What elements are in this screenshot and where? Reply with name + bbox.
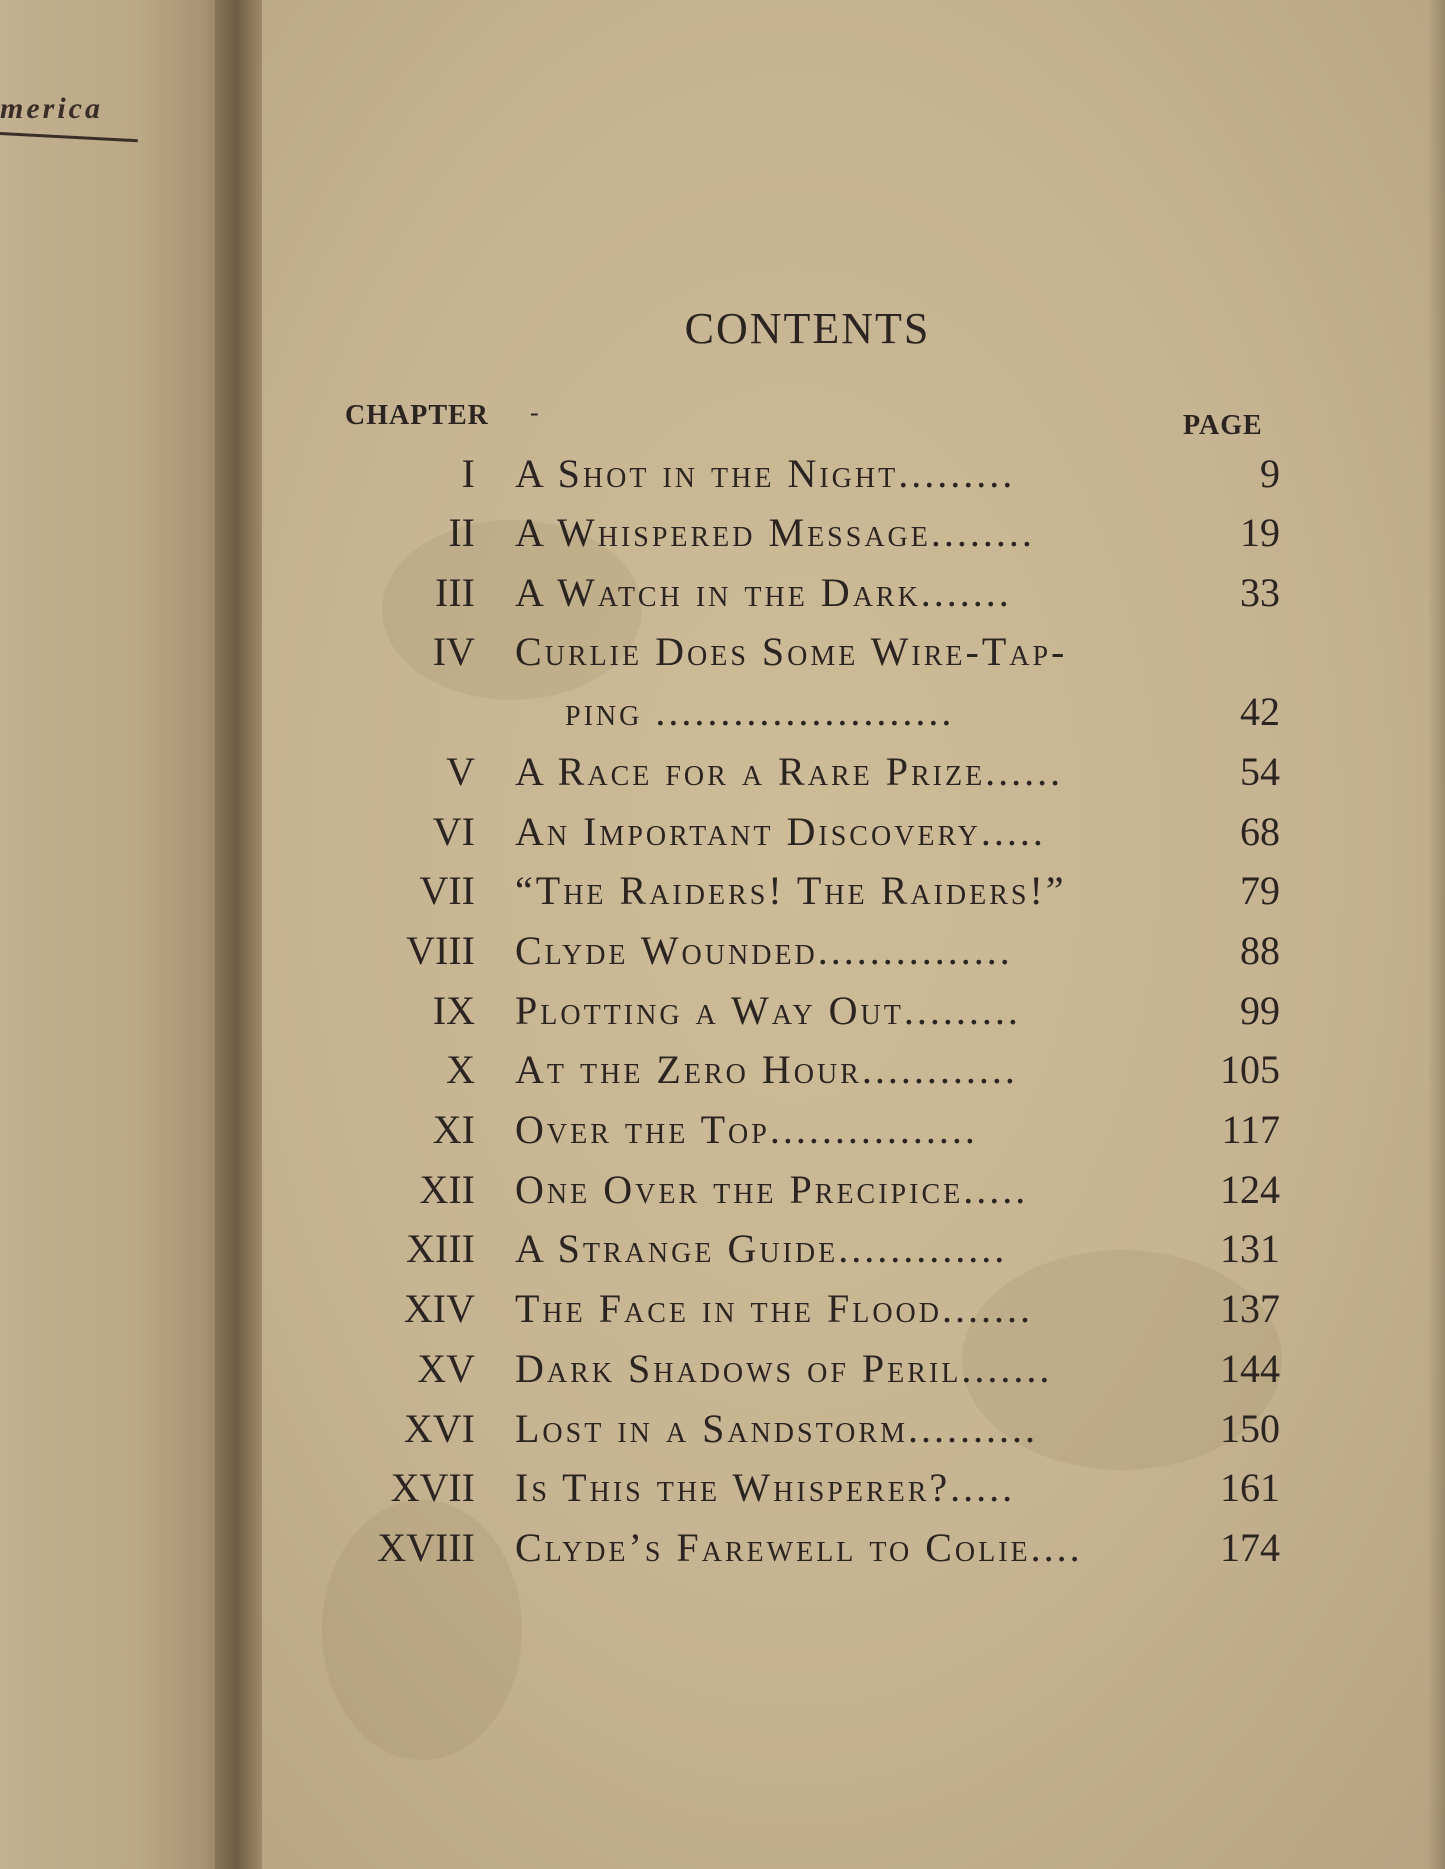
page-title: CONTENTS — [684, 304, 931, 353]
page-number: 79 — [1240, 868, 1280, 913]
page-number: 131 — [1220, 1226, 1280, 1271]
chapter-title: Is This the Whisperer?..... — [515, 1465, 1016, 1510]
chapter-title: Curlie Does Some Wire-Tap- — [515, 629, 1068, 674]
chapter-title: Clyde’s Farewell to Colie.... — [515, 1525, 1083, 1570]
chapter-title: A Shot in the Night......... — [515, 451, 1016, 496]
chapter-number: I — [461, 451, 475, 496]
chapter-number: XVI — [403, 1406, 475, 1451]
chapter-title: One Over the Precipice..... — [515, 1167, 1029, 1212]
chapter-title: An Important Discovery..... — [515, 809, 1046, 854]
page-number: 68 — [1240, 809, 1280, 854]
chapter-title-continuation: ping ....................... — [565, 689, 955, 734]
chapter-number: III — [435, 570, 475, 615]
page-edge-shadow — [1427, 0, 1445, 1869]
toc-entry — [310, 744, 1280, 800]
page-number: 124 — [1220, 1167, 1280, 1212]
chapter-title: Clyde Wounded............... — [515, 928, 1013, 973]
chapter-number: XI — [432, 1107, 475, 1152]
toc-entry — [310, 624, 1280, 680]
toc-entry-continuation — [310, 684, 1280, 740]
chapter-column-header: CHAPTER — [345, 400, 489, 431]
chapter-title: Plotting a Way Out......... — [515, 988, 1021, 1033]
chapter-title: A Watch in the Dark....... — [515, 570, 1012, 615]
toc-entry — [310, 983, 1280, 1039]
chapter-number: II — [448, 510, 475, 555]
toc-entry — [310, 1042, 1280, 1098]
chapter-number: VIII — [406, 928, 475, 973]
page-number: 105 — [1220, 1047, 1280, 1092]
page-number: 174 — [1220, 1525, 1280, 1570]
chapter-title: Over the Top................ — [515, 1107, 978, 1152]
chapter-number: VI — [432, 809, 475, 854]
chapter-number: IX — [432, 988, 475, 1033]
chapter-number: XIV — [403, 1286, 475, 1331]
chapter-number: XVII — [390, 1465, 475, 1510]
toc-entry — [310, 1460, 1280, 1516]
toc-entry — [310, 804, 1280, 860]
chapter-number: V — [446, 749, 475, 794]
chapter-title: Dark Shadows of Peril....... — [515, 1346, 1053, 1391]
chapter-header-mark: - — [530, 398, 539, 427]
chapter-title: “The Raiders! The Raiders!” — [515, 868, 1067, 913]
page-number: 161 — [1220, 1465, 1280, 1510]
page-column-header: PAGE — [1183, 410, 1263, 441]
toc-entry — [310, 1162, 1280, 1218]
chapter-number: XVIII — [377, 1525, 475, 1570]
toc-entry — [310, 505, 1280, 561]
page-number: 19 — [1240, 510, 1280, 555]
page-number: 54 — [1240, 749, 1280, 794]
toc-entry — [310, 1341, 1280, 1397]
toc-entry — [310, 565, 1280, 621]
chapter-title: At the Zero Hour............ — [515, 1047, 1018, 1092]
toc-entry — [310, 1221, 1280, 1277]
chapter-number: XIII — [406, 1226, 475, 1271]
chapter-title: Lost in a Sandstorm.......... — [515, 1406, 1038, 1451]
page-number: 9 — [1260, 451, 1280, 496]
page-number: 144 — [1220, 1346, 1280, 1391]
chapter-title: A Race for a Rare Prize...... — [515, 749, 1064, 794]
chapter-title: A Whispered Message........ — [515, 510, 1035, 555]
page-number: 33 — [1240, 570, 1280, 615]
page-number: 42 — [1240, 689, 1280, 734]
page-number: 137 — [1220, 1286, 1280, 1331]
toc-entry — [310, 863, 1280, 919]
chapter-number: XII — [419, 1167, 475, 1212]
toc-entry — [310, 1401, 1280, 1457]
left-page-text-fragment: merica — [0, 92, 103, 125]
page-number: 88 — [1240, 928, 1280, 973]
page-number: 150 — [1220, 1406, 1280, 1451]
chapter-number: XV — [417, 1346, 475, 1391]
page-number: 117 — [1221, 1107, 1280, 1152]
toc-entry — [310, 1102, 1280, 1158]
toc-entry — [310, 1281, 1280, 1337]
left-page-underline — [0, 132, 138, 142]
chapter-number: VII — [419, 868, 475, 913]
chapter-number: X — [446, 1047, 475, 1092]
toc-entry — [310, 446, 1280, 502]
left-page — [0, 0, 230, 1869]
page-number: 99 — [1240, 988, 1280, 1033]
toc-entry — [310, 1520, 1280, 1576]
chapter-title: The Face in the Flood....... — [515, 1286, 1033, 1331]
toc-entry — [310, 923, 1280, 979]
chapter-number: IV — [432, 629, 475, 674]
chapter-title: A Strange Guide............. — [515, 1226, 1008, 1271]
